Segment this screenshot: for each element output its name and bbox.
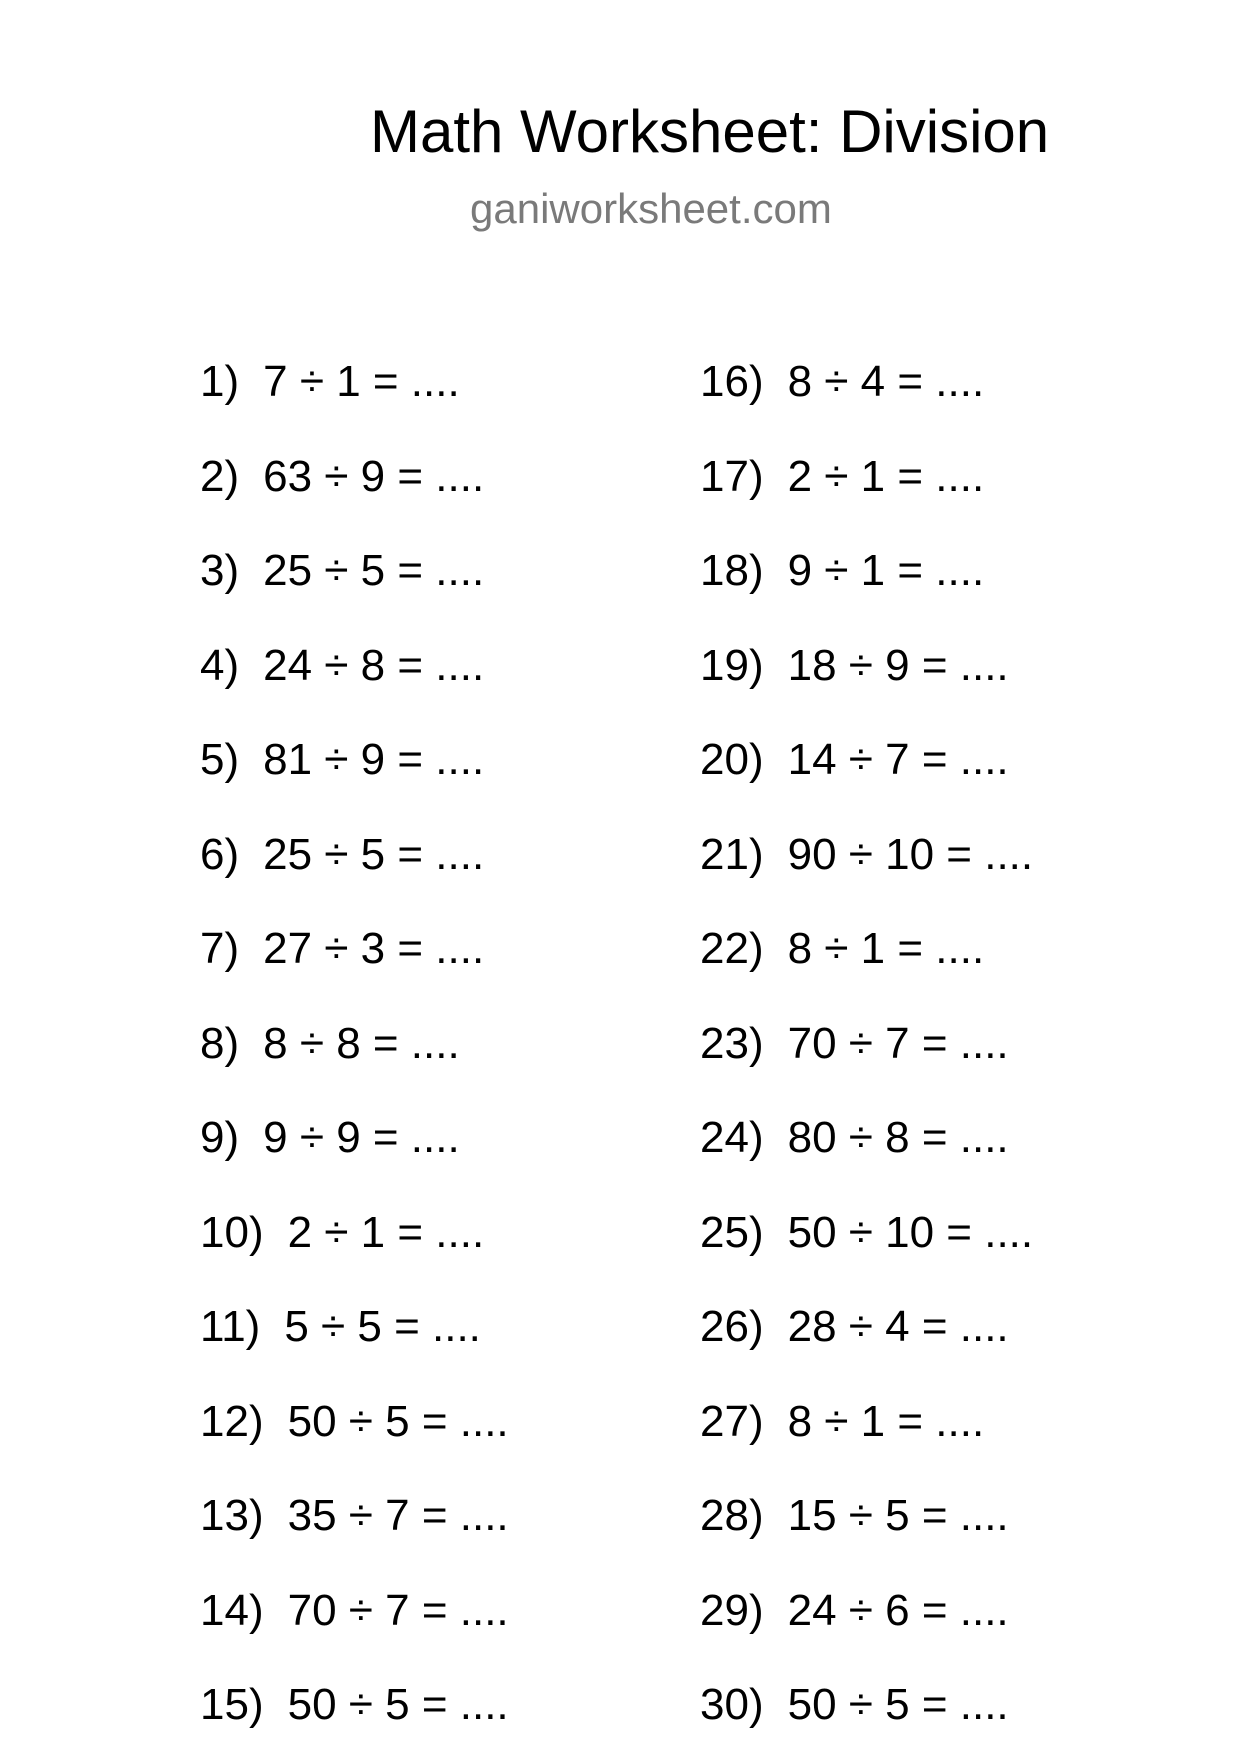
problem-item bbox=[200, 1108, 460, 1168]
problem-expression: 8 ÷ 1 = .... bbox=[787, 1396, 985, 1446]
problem-expression: 8 ÷ 1 = .... bbox=[787, 924, 985, 973]
problem-item bbox=[200, 1581, 509, 1641]
problem-number: 24) bbox=[700, 1113, 764, 1162]
problem-number: 16) bbox=[700, 357, 764, 406]
problem-item bbox=[700, 919, 984, 979]
problem-expression: 15 ÷ 5 = .... bbox=[787, 1491, 1009, 1540]
problem-expression: 50 ÷ 5 = .... bbox=[287, 1680, 509, 1729]
problem-item bbox=[200, 919, 484, 979]
problem-expression: 28 ÷ 4 = .... bbox=[787, 1302, 1009, 1351]
problem-number: 8) bbox=[200, 1018, 240, 1068]
problem-item bbox=[200, 1203, 484, 1263]
problem-expression: 2 ÷ 1 = .... bbox=[787, 451, 985, 501]
problem-expression: 5 ÷ 5 = .... bbox=[284, 1302, 481, 1351]
problem-item bbox=[700, 1108, 1009, 1168]
problem-number: 19) bbox=[700, 640, 764, 690]
worksheet-title: Math Worksheet: Division bbox=[370, 98, 1050, 165]
problem-item bbox=[200, 1486, 509, 1546]
problem-item bbox=[200, 447, 484, 507]
problem-item bbox=[700, 1675, 1009, 1735]
problem-expression: 24 ÷ 6 = .... bbox=[787, 1585, 1009, 1635]
problem-item bbox=[200, 1392, 509, 1452]
problem-number: 12) bbox=[200, 1396, 264, 1446]
problem-number: 13) bbox=[200, 1491, 264, 1540]
problem-expression: 50 ÷ 5 = .... bbox=[287, 1396, 509, 1446]
problem-number: 6) bbox=[200, 829, 240, 879]
problem-number: 21) bbox=[700, 829, 764, 879]
problem-number: 7) bbox=[200, 924, 240, 973]
problem-item bbox=[700, 1014, 1009, 1074]
problem-expression: 80 ÷ 8 = .... bbox=[787, 1113, 1009, 1162]
problem-number: 25) bbox=[700, 1207, 764, 1257]
problem-item bbox=[700, 447, 984, 507]
problem-expression: 2 ÷ 1 = .... bbox=[287, 1207, 485, 1257]
problem-item bbox=[700, 1581, 1009, 1641]
problem-expression: 25 ÷ 5 = .... bbox=[263, 829, 485, 879]
problem-item bbox=[700, 636, 1009, 696]
problem-item bbox=[700, 541, 984, 601]
problem-item bbox=[700, 1486, 1009, 1546]
problem-number: 29) bbox=[700, 1585, 764, 1635]
problem-number: 5) bbox=[200, 735, 240, 784]
problem-item bbox=[700, 352, 984, 412]
problem-item bbox=[700, 1203, 1033, 1263]
problem-number: 17) bbox=[700, 451, 764, 501]
problem-expression: 90 ÷ 10 = .... bbox=[787, 829, 1034, 879]
problem-item bbox=[200, 541, 484, 601]
problem-item bbox=[200, 636, 484, 696]
problem-number: 11) bbox=[200, 1302, 261, 1351]
problem-number: 1) bbox=[200, 357, 240, 406]
problem-item bbox=[200, 730, 484, 790]
problem-number: 14) bbox=[200, 1585, 264, 1635]
problem-expression: 27 ÷ 3 = .... bbox=[263, 924, 485, 973]
problem-expression: 50 ÷ 10 = .... bbox=[787, 1207, 1034, 1257]
problem-expression: 7 ÷ 1 = .... bbox=[263, 357, 460, 406]
problem-number: 22) bbox=[700, 924, 764, 973]
problem-number: 4) bbox=[200, 640, 240, 690]
problem-item bbox=[200, 1675, 509, 1735]
problem-expression: 8 ÷ 4 = .... bbox=[787, 357, 985, 406]
problem-expression: 9 ÷ 9 = .... bbox=[263, 1113, 460, 1162]
problem-item bbox=[700, 825, 1033, 885]
problem-item bbox=[200, 1014, 460, 1074]
website-url: ganiworksheet.com bbox=[470, 185, 832, 232]
problem-item bbox=[200, 825, 484, 885]
problem-number: 23) bbox=[700, 1018, 764, 1068]
problem-expression: 81 ÷ 9 = .... bbox=[263, 735, 485, 784]
problem-item bbox=[700, 730, 1009, 790]
problem-expression: 35 ÷ 7 = .... bbox=[287, 1491, 509, 1540]
problem-expression: 25 ÷ 5 = .... bbox=[263, 546, 485, 595]
problem-number: 3) bbox=[200, 546, 240, 595]
problem-item bbox=[200, 1297, 481, 1357]
problem-expression: 70 ÷ 7 = .... bbox=[787, 1018, 1009, 1068]
problem-number: 18) bbox=[700, 546, 764, 595]
problem-number: 10) bbox=[200, 1207, 264, 1257]
problem-expression: 14 ÷ 7 = .... bbox=[787, 735, 1009, 784]
problem-item bbox=[200, 352, 460, 412]
problem-item bbox=[700, 1392, 984, 1452]
problem-number: 2) bbox=[200, 451, 240, 501]
problem-number: 28) bbox=[700, 1491, 764, 1540]
problem-number: 9) bbox=[200, 1113, 240, 1162]
problem-number: 20) bbox=[700, 735, 764, 784]
problem-number: 30) bbox=[700, 1680, 764, 1729]
problem-number: 15) bbox=[200, 1680, 264, 1729]
problem-number: 27) bbox=[700, 1396, 764, 1446]
problem-expression: 8 ÷ 8 = .... bbox=[263, 1018, 460, 1068]
problem-expression: 50 ÷ 5 = .... bbox=[787, 1680, 1009, 1729]
problem-expression: 70 ÷ 7 = .... bbox=[287, 1585, 509, 1635]
problem-number: 26) bbox=[700, 1302, 764, 1351]
problem-expression: 63 ÷ 9 = .... bbox=[263, 451, 485, 501]
problem-expression: 24 ÷ 8 = .... bbox=[263, 640, 485, 690]
problem-expression: 9 ÷ 1 = .... bbox=[787, 546, 985, 595]
problem-item bbox=[700, 1297, 1009, 1357]
problem-expression: 18 ÷ 9 = .... bbox=[787, 640, 1009, 690]
